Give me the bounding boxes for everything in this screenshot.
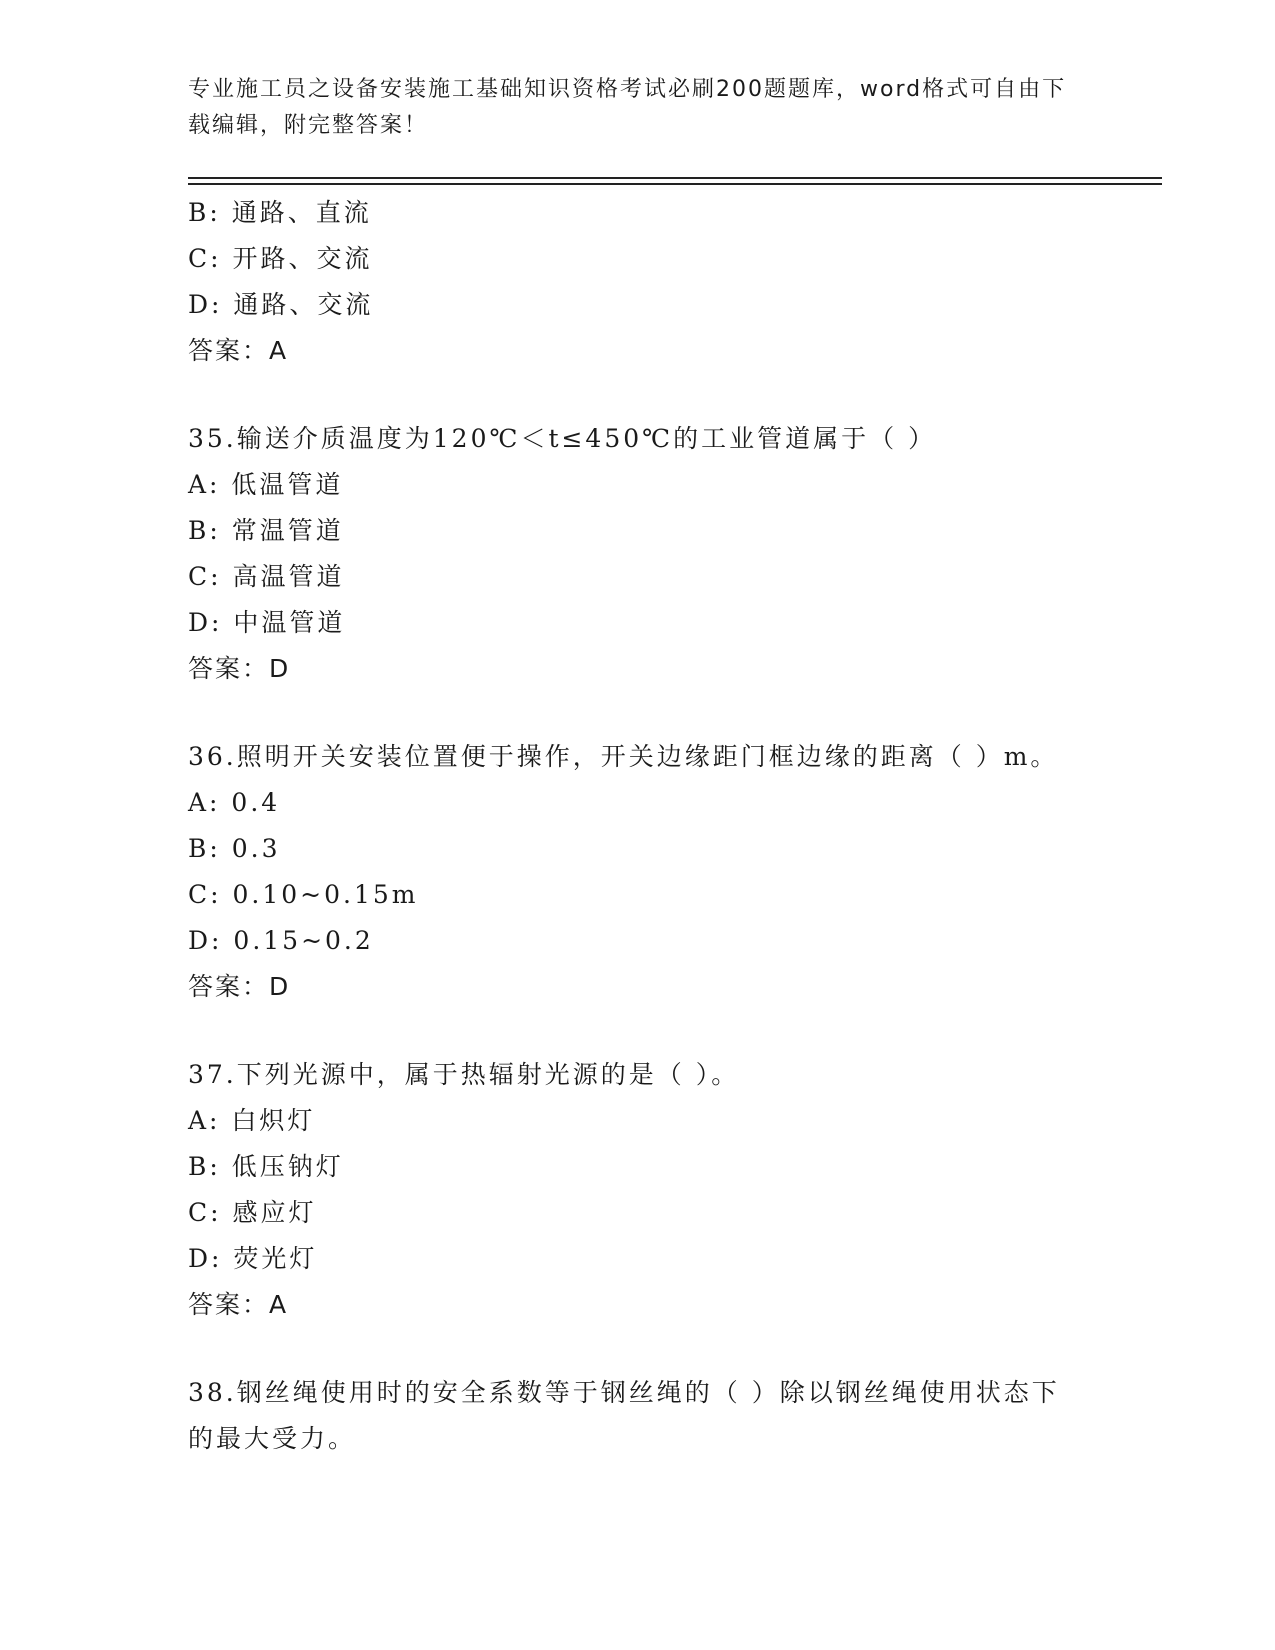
- option-d: D: 荧光灯: [188, 1244, 318, 1273]
- option-d: D: 通路、交流: [188, 290, 374, 319]
- answer-line: 答案：A: [188, 336, 289, 365]
- question-stem: 36.照明开关安装位置便于操作，开关边缘距门框边缘的距离（ ）m。: [188, 742, 1059, 771]
- answer-line: 答案：D: [188, 654, 291, 683]
- option-c: C: 高温管道: [188, 562, 345, 591]
- option-c: C: 0.10~0.15m: [188, 880, 419, 909]
- option-c: C: 感应灯: [188, 1198, 317, 1227]
- option-b: B: 低压钠灯: [188, 1152, 344, 1181]
- option-b: B: 通路、直流: [188, 198, 372, 227]
- question-stem: 35.输送介质温度为120℃＜t≤450℃的工业管道属于（ ）: [188, 424, 937, 453]
- answer-line: 答案：D: [188, 972, 291, 1001]
- option-d: D: 中温管道: [188, 608, 346, 637]
- option-b: B: 常温管道: [188, 516, 344, 545]
- header-divider-bottom: [188, 183, 1162, 185]
- question-stem: 38.钢丝绳使用时的安全系数等于钢丝绳的（ ）除以钢丝绳使用状态下的最大受力。: [188, 1378, 1060, 1453]
- document-header-title: 专业施工员之设备安装施工基础知识资格考试必刷200题题库，word格式可自由下载编辑，附完整答案！: [188, 77, 1067, 138]
- option-c: C: 开路、交流: [188, 244, 373, 273]
- option-a: A: 低温管道: [188, 470, 344, 499]
- header-divider-top: [188, 177, 1162, 179]
- question-stem: 37.下列光源中，属于热辐射光源的是（ ）。: [188, 1060, 740, 1089]
- question-list: [188, 190, 1068, 1462]
- option-b: B: 0.3: [188, 834, 281, 863]
- option-a: A: 白炽灯: [188, 1106, 316, 1135]
- option-a: A: 0.4: [188, 788, 281, 817]
- answer-line: 答案：A: [188, 1290, 289, 1319]
- option-d: D: 0.15~0.2: [188, 926, 374, 955]
